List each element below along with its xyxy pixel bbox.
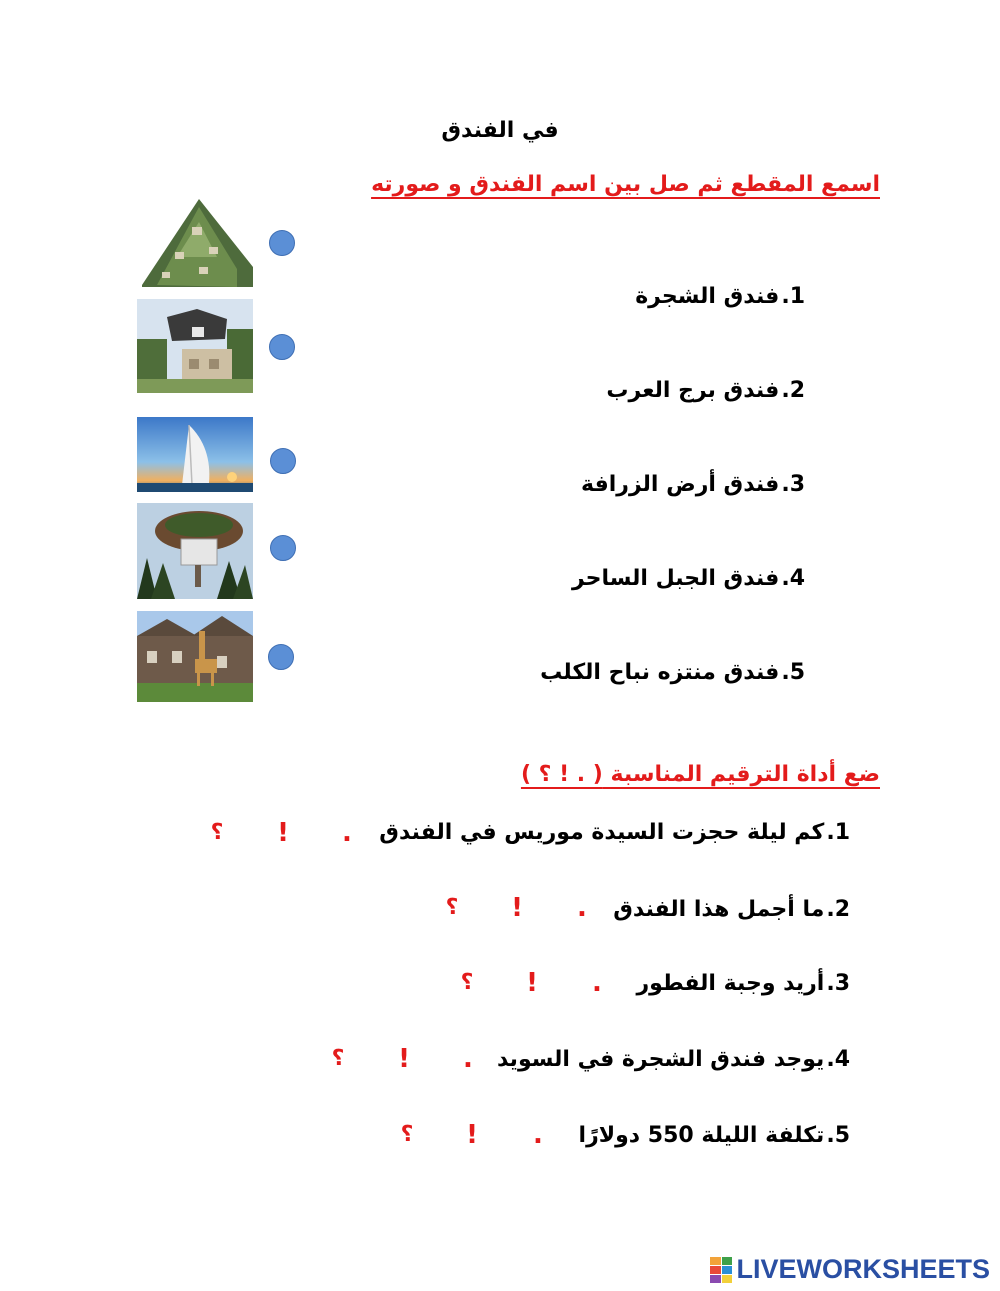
question-option-1[interactable]: ؟: [210, 820, 224, 845]
match-dot-3[interactable]: [270, 448, 296, 474]
page-title: في الفندق: [441, 118, 559, 143]
sentence-4: 4.يوجد فندق الشجرة في السويد: [496, 1047, 850, 1072]
giraffe-manor-image: [137, 611, 253, 702]
liveworksheets-logo-icon: [710, 1257, 732, 1283]
question-option-5[interactable]: ؟: [400, 1122, 414, 1147]
sentence-3: 3.أريد وجبة الفطور: [636, 971, 850, 996]
period-option-1[interactable]: .: [342, 818, 352, 848]
match-dot-2[interactable]: [269, 334, 295, 360]
exclamation-option-4[interactable]: !: [398, 1044, 410, 1074]
period-option-4[interactable]: .: [463, 1044, 473, 1074]
hotel-item-2: 2.فندق برج العرب: [606, 378, 805, 403]
hotel-item-3: 3.فندق أرض الزرافة: [581, 472, 805, 497]
match-dot-1[interactable]: [269, 230, 295, 256]
tree-hotel-image: [137, 503, 253, 599]
sentence-2: 2.ما أجمل هذا الفندق: [613, 897, 850, 922]
match-dot-4[interactable]: [270, 535, 296, 561]
hotel-item-1: 1.فندق الشجرة: [635, 284, 805, 309]
liveworksheets-logo: LIVEWORKSHEETS: [710, 1254, 990, 1285]
match-dot-5[interactable]: [268, 644, 294, 670]
exclamation-option-5[interactable]: !: [466, 1120, 478, 1150]
question-option-2[interactable]: ؟: [445, 895, 459, 920]
period-option-5[interactable]: .: [533, 1120, 543, 1150]
period-option-2[interactable]: .: [577, 893, 587, 923]
exclamation-option-1[interactable]: !: [277, 818, 289, 848]
exclamation-option-2[interactable]: !: [511, 893, 523, 923]
question-option-3[interactable]: ؟: [460, 970, 474, 995]
sentence-5: 5.تكلفة الليلة 550 دولارًا: [578, 1123, 850, 1148]
match-instruction: اسمع المقطع ثم صل بين اسم الفندق و صورته: [371, 172, 880, 197]
dog-hotel-image: [137, 299, 253, 393]
question-option-4[interactable]: ؟: [331, 1046, 345, 1071]
exclamation-option-3[interactable]: !: [526, 968, 538, 998]
punctuation-instruction: ضع أداة الترقيم المناسبة ( . ! ؟ ): [520, 762, 880, 787]
mountain-hotel-image: [137, 197, 253, 287]
punctuation-marks-label: ( . ! ؟ ): [520, 762, 603, 787]
hotel-item-5: 5.فندق منتزه نباح الكلب: [540, 660, 805, 685]
sentence-1: 1.كم ليلة حجزت السيدة موريس في الفندق: [379, 820, 850, 845]
burj-al-arab-image: [137, 417, 253, 492]
hotel-item-4: 4.فندق الجبل الساحر: [571, 566, 805, 591]
period-option-3[interactable]: .: [592, 968, 602, 998]
